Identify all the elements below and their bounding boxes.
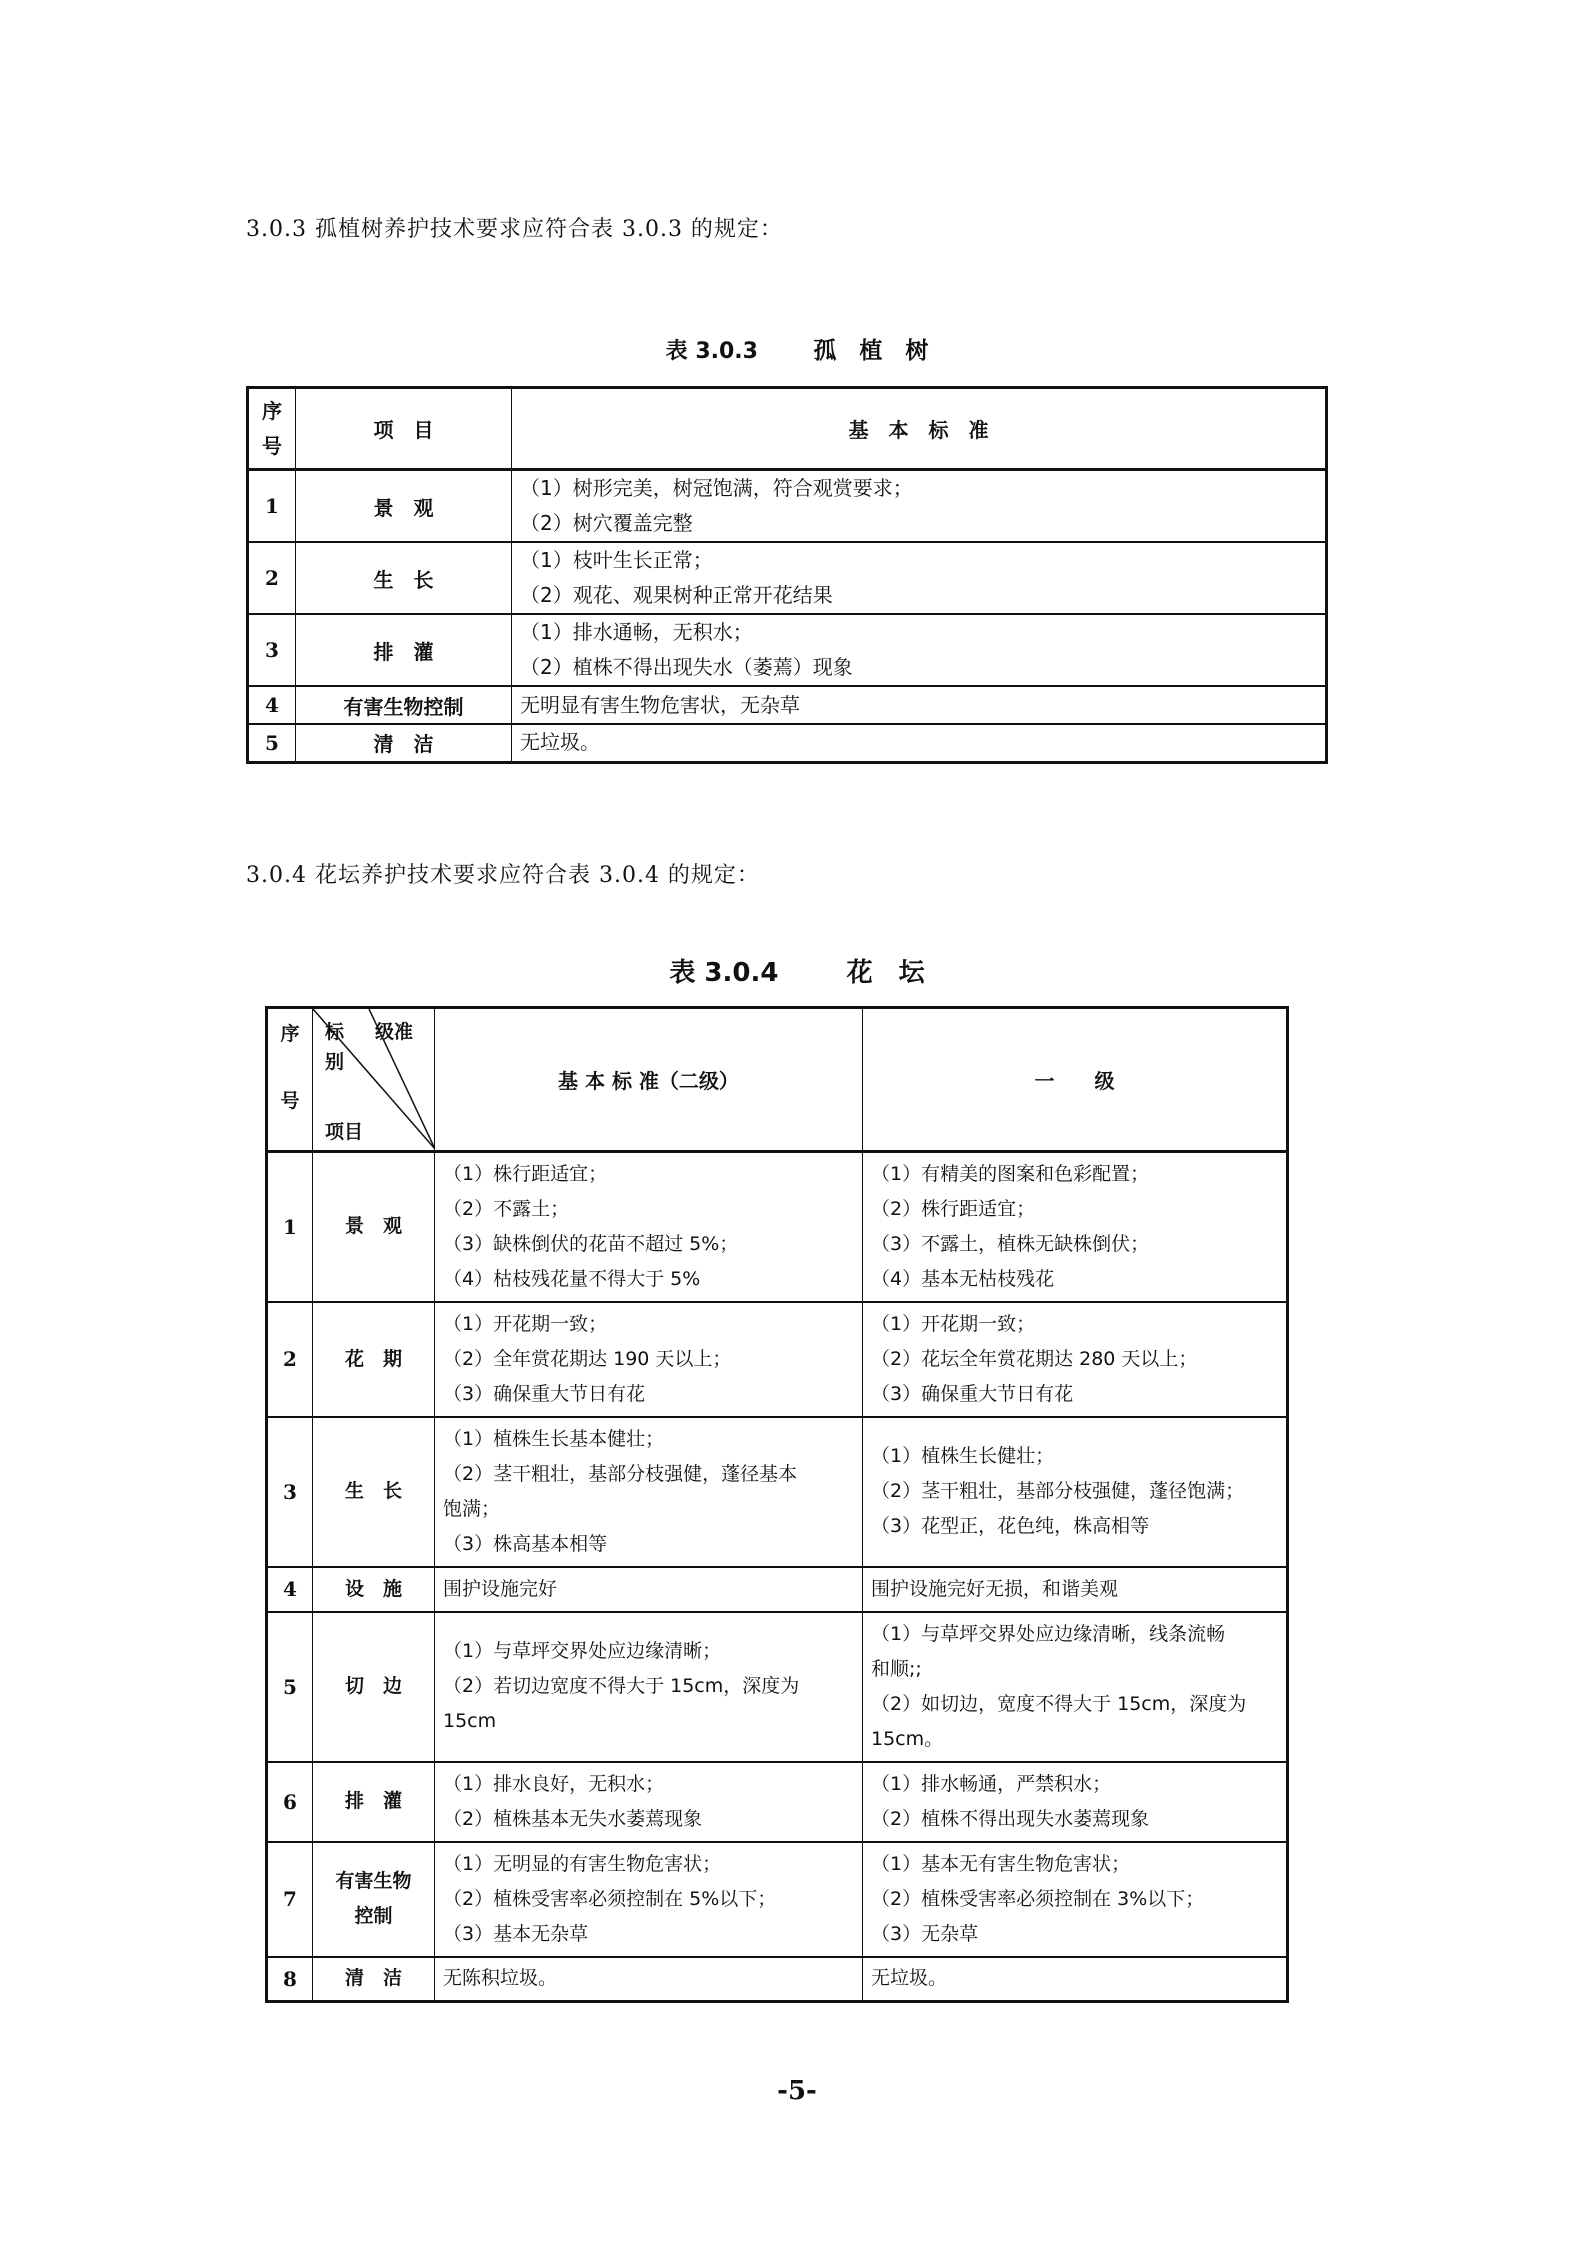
table2-row-item xyxy=(313,1417,435,1567)
table1-standard-line: 无垃圾。 xyxy=(520,730,600,755)
table2-item-line: 景 观 xyxy=(344,1215,402,1238)
page-number: -5- xyxy=(777,2076,817,2106)
table2-col2-line: （2）不露土； xyxy=(443,1197,570,1220)
table2-row-seq: 1 xyxy=(267,1152,313,1302)
table1-row-item: 景 观 xyxy=(296,470,512,543)
table2-row xyxy=(267,1842,1288,1957)
table2-row-seq: 4 xyxy=(267,1567,313,1612)
table2-header-col3: 一 级 xyxy=(863,1008,1288,1152)
table1-row-standard xyxy=(512,614,1327,686)
table1-row-seq: 2 xyxy=(248,542,296,614)
table1-row-seq: 1 xyxy=(248,470,296,543)
diag-label-item: 项目 xyxy=(325,1121,364,1143)
table2-col3-line: 和顺;; xyxy=(871,1657,922,1680)
table2-row-item xyxy=(313,1152,435,1302)
table2-row-col2 xyxy=(435,1417,863,1567)
table2-col2-line: （2）全年赏花期达 190 天以上； xyxy=(443,1347,732,1370)
table2-row-col3 xyxy=(863,1612,1288,1762)
table2-row-item xyxy=(313,1762,435,1842)
table2-row-col3 xyxy=(863,1302,1288,1417)
table2-col3-line: （1）开花期一致； xyxy=(871,1312,1036,1335)
table1-standard-line: （1）树形完美，树冠饱满，符合观赏要求； xyxy=(520,476,913,500)
table2-row-seq: 3 xyxy=(267,1417,313,1567)
table2-col3-line: （1）基本无有害生物危害状； xyxy=(871,1852,1131,1875)
table2-item-line: 生 长 xyxy=(344,1480,402,1502)
table2-col2-line: （1）排水良好，无积水； xyxy=(443,1772,665,1795)
table2-col2-line: （2）若切边宽度不得大于 15cm，深度为 xyxy=(443,1675,800,1697)
table2-col2-line: （1）株行距适宜； xyxy=(443,1162,608,1185)
table1-caption-number: 表 3.0.3 xyxy=(665,339,758,364)
table2-row-seq: 8 xyxy=(267,1957,313,2002)
table2-row-seq: 5 xyxy=(267,1612,313,1762)
table-3-0-4 xyxy=(265,1006,1289,2003)
table2-diagonal-header xyxy=(313,1008,435,1152)
table1-header-seq: 序 号 xyxy=(248,388,296,470)
table1-standard-line: （1）枝叶生长正常； xyxy=(520,548,713,572)
table2-col3-line: （4）基本无枯枝残花 xyxy=(871,1267,1055,1290)
table2-col3-line: （1）排水畅通，严禁积水； xyxy=(871,1772,1112,1795)
table2-item-line: 排 灌 xyxy=(344,1790,402,1812)
table1-caption-title: 孤 植 树 xyxy=(813,338,929,364)
table2-row-item xyxy=(313,1842,435,1957)
table2-col2-line: （1）与草坪交界处应边缘清晰； xyxy=(443,1640,722,1662)
table2-col2-line: （1）无明显的有害生物危害状； xyxy=(443,1852,722,1875)
table2-row-col3 xyxy=(863,1152,1288,1302)
table2-col3-line: （2）株行距适宜； xyxy=(871,1197,1036,1220)
table2-item-line: 切 边 xyxy=(344,1675,402,1697)
paragraph-3-0-4: 3.0.4 花坛养护技术要求应符合表 3.0.4 的规定： xyxy=(246,863,760,888)
table1-header-standard: 基 本 标 准 xyxy=(512,388,1327,470)
table1-row-item: 清 洁 xyxy=(296,724,512,762)
table2-col2-line: （3）缺株倒伏的花苗不超过 5%； xyxy=(443,1232,739,1255)
table2-row xyxy=(267,1567,1288,1612)
table1-header-item: 项 目 xyxy=(296,388,512,470)
table1-row-item: 排 灌 xyxy=(296,614,512,686)
table1-standard-line: （1）排水通畅，无积水； xyxy=(520,620,753,644)
table1-row xyxy=(248,470,1327,543)
table2-col3-line: （3）确保重大节日有花 xyxy=(871,1382,1074,1405)
table2-row-item xyxy=(313,1957,435,2002)
table1-row-standard xyxy=(512,686,1327,724)
table2-item-line: 设 施 xyxy=(344,1577,402,1600)
table2-col2-line: （3）基本无杂草 xyxy=(443,1922,589,1945)
table1-row-item: 有害生物控制 xyxy=(296,686,512,724)
table2-col3-line: （2）茎干粗壮，基部分枝强健，蓬径饱满； xyxy=(871,1480,1245,1502)
table1-row xyxy=(248,724,1327,762)
table2-col2-line: （4）枯枝残花量不得大于 5% xyxy=(443,1267,701,1290)
table2-col3-line: （1）有精美的图案和色彩配置； xyxy=(871,1162,1150,1185)
table2-row-seq: 7 xyxy=(267,1842,313,1957)
table1-standard-line: 无明显有害生物危害状，无杂草 xyxy=(520,692,800,717)
table2-col3-line: 围护设施完好无损，和谐美观 xyxy=(871,1577,1119,1600)
table2-caption-title: 花 坛 xyxy=(846,958,925,988)
table2-row-item xyxy=(313,1567,435,1612)
table2-col3-line: （2）花坛全年赏花期达 280 天以上； xyxy=(871,1347,1198,1370)
table2-row-seq: 6 xyxy=(267,1762,313,1842)
table2-col3-line: （3）花型正，花色纯，株高相等 xyxy=(871,1515,1150,1537)
table2-col2-line: （3）株高基本相等 xyxy=(443,1532,608,1555)
table2-item-line: 有害生物 xyxy=(335,1870,412,1892)
table2-row-seq: 2 xyxy=(267,1302,313,1417)
table1-header-row xyxy=(248,388,1327,470)
table2-row xyxy=(267,1957,1288,2002)
table1-standard-line: （2）植株不得出现失水（萎蔫）现象 xyxy=(520,655,853,679)
table2-item-line: 清 洁 xyxy=(344,1967,402,1990)
table2-col3-line: （1）植株生长健壮； xyxy=(871,1445,1055,1467)
table2-col2-line: （2）茎干粗壮，基部分枝强健，蓬径基本 xyxy=(443,1462,798,1485)
table-3-0-3 xyxy=(246,386,1328,764)
table2-col3-line: （3）不露土，植株无缺株倒伏； xyxy=(871,1232,1150,1255)
table2-row xyxy=(267,1612,1288,1762)
diag-label-level: 级准 xyxy=(375,1021,414,1043)
table2-row xyxy=(267,1302,1288,1417)
table2-row-col2 xyxy=(435,1302,863,1417)
table2-row-col2 xyxy=(435,1612,863,1762)
table2-col2-line: 饱满； xyxy=(443,1497,501,1520)
table2-row xyxy=(267,1762,1288,1842)
table2-row-col3 xyxy=(863,1417,1288,1567)
table2-col2-line: （1）开花期一致； xyxy=(443,1312,608,1335)
table2-row-col2 xyxy=(435,1567,863,1612)
table1-row-item: 生 长 xyxy=(296,542,512,614)
table2-row xyxy=(267,1152,1288,1302)
table2-col3-line: （3）无杂草 xyxy=(871,1922,979,1945)
table2-row-col3 xyxy=(863,1842,1288,1957)
table2-col3-line: （2）植株不得出现失水萎蔫现象 xyxy=(871,1807,1150,1830)
table2-col2-line: （2）植株受害率必须控制在 5%以下； xyxy=(443,1887,777,1910)
table1-standard-line: （2）树穴覆盖完整 xyxy=(520,511,693,535)
table2-col2-line: （1）植株生长基本健壮； xyxy=(443,1427,665,1450)
table2-caption-number: 表 3.0.4 xyxy=(669,958,779,988)
table1-row-seq: 4 xyxy=(248,686,296,724)
table1-row-seq: 5 xyxy=(248,724,296,762)
table2-col3-line: （1）与草坪交界处应边缘清晰，线条流畅 xyxy=(871,1622,1226,1645)
table2-row xyxy=(267,1417,1288,1567)
table2-col3-line: 15cm。 xyxy=(871,1727,944,1750)
diag-label-std: 标 xyxy=(325,1021,345,1043)
table2-row-col3 xyxy=(863,1762,1288,1842)
table2-col2-line: 无陈积垃圾。 xyxy=(443,1967,558,1990)
table1-row-seq: 3 xyxy=(248,614,296,686)
table1-row-standard xyxy=(512,542,1327,614)
table2-row-item xyxy=(313,1302,435,1417)
table2-row-col3 xyxy=(863,1567,1288,1612)
table1-caption xyxy=(0,332,1594,365)
table2-row-col2 xyxy=(435,1152,863,1302)
table2-col3-line: （2）如切边，宽度不得大于 15cm，深度为 xyxy=(871,1692,1247,1715)
diag-label-bie: 别 xyxy=(325,1051,345,1073)
table2-header-col2: 基 本 标 准（二级） xyxy=(435,1008,863,1152)
table2-header-seq: 序 号 xyxy=(267,1008,313,1152)
table1-row xyxy=(248,542,1327,614)
table2-row-item xyxy=(313,1612,435,1762)
table2-col2-line: （2）植株基本无失水萎蔫现象 xyxy=(443,1807,703,1830)
paragraph-3-0-3: 3.0.3 孤植树养护技术要求应符合表 3.0.3 的规定： xyxy=(246,217,783,242)
table2-row-col2 xyxy=(435,1842,863,1957)
table2-header-row xyxy=(267,1008,1288,1152)
table2-item-line: 控制 xyxy=(354,1905,393,1927)
table2-caption xyxy=(0,952,1594,989)
table2-row-col2 xyxy=(435,1957,863,2002)
table2-row-col3 xyxy=(863,1957,1288,2002)
table1-row xyxy=(248,614,1327,686)
table1-row xyxy=(248,686,1327,724)
table2-row-col2 xyxy=(435,1762,863,1842)
table2-col2-line: 15cm xyxy=(443,1710,497,1732)
table1-standard-line: （2）观花、观果树种正常开花结果 xyxy=(520,583,833,607)
table2-col3-line: 无垃圾。 xyxy=(871,1967,948,1990)
table2-item-line: 花 期 xyxy=(344,1347,402,1370)
table2-col2-line: 围护设施完好 xyxy=(443,1577,558,1600)
table2-col2-line: （3）确保重大节日有花 xyxy=(443,1382,646,1405)
table1-row-standard xyxy=(512,470,1327,543)
table2-col3-line: （2）植株受害率必须控制在 3%以下； xyxy=(871,1887,1205,1910)
table1-row-standard xyxy=(512,724,1327,762)
